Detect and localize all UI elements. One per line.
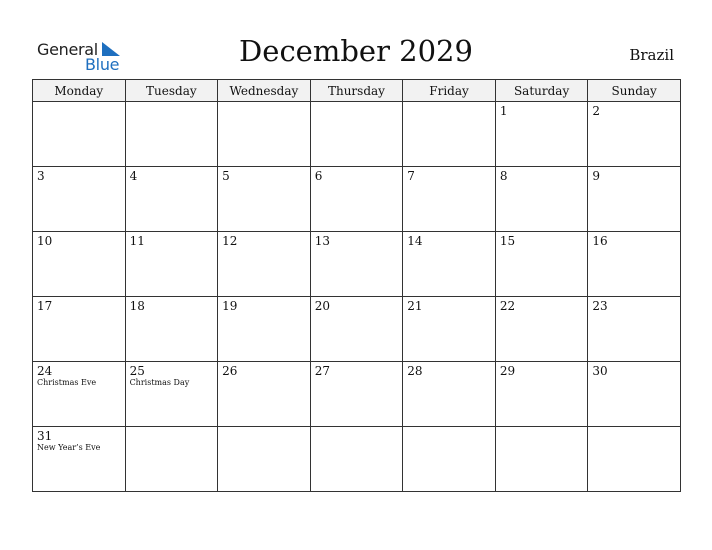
day-cell xyxy=(33,232,126,297)
day-cell xyxy=(125,427,218,492)
week-row xyxy=(33,102,681,167)
weekday-header-row xyxy=(33,80,681,102)
weekday-header-monday: Monday xyxy=(33,80,126,102)
day-cell xyxy=(310,232,403,297)
day-cell-content xyxy=(218,102,310,166)
day-cell-content xyxy=(588,167,680,231)
week-row xyxy=(33,232,681,297)
day-cell-content xyxy=(218,232,310,296)
day-cell-content xyxy=(496,102,588,166)
day-number: 14 xyxy=(407,234,423,248)
day-number: 20 xyxy=(314,299,330,313)
day-cell-content xyxy=(588,362,680,426)
day-cell-content xyxy=(126,232,218,296)
day-cell-content xyxy=(126,297,218,361)
day-cell-content xyxy=(403,362,495,426)
day-number: 4 xyxy=(129,169,138,183)
day-cell-content xyxy=(33,102,125,166)
day-cell-content xyxy=(311,232,403,296)
day-number: 9 xyxy=(592,169,601,183)
day-cell xyxy=(218,102,311,167)
day-cell xyxy=(125,102,218,167)
day-cell xyxy=(218,167,311,232)
day-cell-content xyxy=(33,167,125,231)
day-cell xyxy=(403,297,496,362)
day-cell xyxy=(218,362,311,427)
day-number: 11 xyxy=(129,234,145,248)
week-row xyxy=(33,362,681,427)
day-cell xyxy=(125,362,218,427)
day-cell-content xyxy=(496,427,588,491)
calendar-title: December 2029 xyxy=(239,34,473,68)
day-cell xyxy=(33,362,126,427)
day-number: 7 xyxy=(407,169,415,183)
day-cell xyxy=(495,167,588,232)
day-cell-content xyxy=(403,297,495,361)
day-cell-content xyxy=(588,427,680,491)
day-cell-content xyxy=(33,362,125,426)
day-cell-content xyxy=(126,102,218,166)
day-cell-content xyxy=(33,427,125,491)
day-cell xyxy=(33,102,126,167)
day-cell xyxy=(588,362,681,427)
day-cell-content xyxy=(218,297,310,361)
day-cell xyxy=(403,427,496,492)
day-number: 1 xyxy=(499,104,508,118)
day-cell xyxy=(588,232,681,297)
day-cell xyxy=(33,297,126,362)
week-row xyxy=(33,427,681,492)
day-number: 22 xyxy=(499,299,516,313)
day-cell xyxy=(495,232,588,297)
day-number: 6 xyxy=(314,169,323,183)
day-number: 13 xyxy=(314,234,330,248)
day-cell-content xyxy=(126,167,218,231)
weekday-header-thursday: Thursday xyxy=(310,80,403,102)
weekday-header-sunday: Sunday xyxy=(588,80,681,102)
day-number: 15 xyxy=(499,234,516,248)
day-cell xyxy=(588,297,681,362)
day-number: 5 xyxy=(222,169,230,183)
country-label: Brazil xyxy=(629,46,674,64)
day-cell-content xyxy=(496,362,588,426)
day-number: 16 xyxy=(592,234,608,248)
month-calendar-grid xyxy=(32,79,681,492)
day-cell-content xyxy=(588,232,680,296)
day-cell xyxy=(125,232,218,297)
day-cell xyxy=(33,167,126,232)
day-cell xyxy=(125,167,218,232)
day-cell-content xyxy=(218,167,310,231)
day-number: 10 xyxy=(37,234,53,248)
day-number: 3 xyxy=(37,169,45,183)
day-cell-content xyxy=(403,102,495,166)
day-number: 30 xyxy=(592,364,608,378)
day-cell-content xyxy=(311,362,403,426)
day-cell xyxy=(403,232,496,297)
week-row xyxy=(33,167,681,232)
day-cell xyxy=(218,297,311,362)
day-cell xyxy=(588,102,681,167)
day-cell-content xyxy=(218,362,310,426)
day-number: 24 xyxy=(37,364,53,378)
day-cell xyxy=(310,297,403,362)
day-cell-content xyxy=(126,427,218,491)
weekday-header-tuesday: Tuesday xyxy=(125,80,218,102)
day-number: 27 xyxy=(314,364,330,378)
day-number: 28 xyxy=(407,364,423,378)
day-cell-content xyxy=(311,167,403,231)
weekday-header-friday: Friday xyxy=(403,80,496,102)
day-cell xyxy=(310,362,403,427)
day-cell-content xyxy=(311,427,403,491)
day-number: 26 xyxy=(222,364,238,378)
day-number: 25 xyxy=(129,364,145,378)
day-cell-content xyxy=(588,297,680,361)
day-number: 12 xyxy=(222,234,238,248)
day-cell xyxy=(403,362,496,427)
day-cell-content xyxy=(311,297,403,361)
day-cell xyxy=(495,102,588,167)
day-cell xyxy=(310,102,403,167)
logo-word-blue: Blue xyxy=(85,55,120,74)
day-number: 21 xyxy=(407,299,423,313)
day-number: 23 xyxy=(592,299,608,313)
day-cell-content xyxy=(496,297,588,361)
day-cell xyxy=(588,167,681,232)
day-cell-content xyxy=(403,167,495,231)
day-cell-content xyxy=(33,297,125,361)
logo-word-general: General xyxy=(37,40,98,59)
day-number: 17 xyxy=(37,299,53,313)
day-cell xyxy=(495,427,588,492)
day-number: 18 xyxy=(129,299,145,313)
day-cell-content xyxy=(588,102,680,166)
holiday-label: New Year’s Eve xyxy=(37,443,101,452)
day-cell xyxy=(403,102,496,167)
day-cell-content xyxy=(496,167,588,231)
day-cell xyxy=(218,427,311,492)
day-cell-content xyxy=(403,232,495,296)
week-row xyxy=(33,297,681,362)
day-cell-content xyxy=(126,362,218,426)
day-number: 8 xyxy=(499,169,508,183)
day-number: 19 xyxy=(222,299,238,313)
holiday-label: Christmas Eve xyxy=(37,378,97,387)
day-cell xyxy=(310,167,403,232)
weekday-header-saturday: Saturday xyxy=(495,80,588,102)
day-cell xyxy=(125,297,218,362)
day-cell xyxy=(495,297,588,362)
day-cell xyxy=(33,427,126,492)
day-cell xyxy=(218,232,311,297)
day-cell-content xyxy=(496,232,588,296)
day-cell-content xyxy=(33,232,125,296)
holiday-label: Christmas Day xyxy=(129,378,190,387)
day-cell xyxy=(403,167,496,232)
calendar-weeks xyxy=(33,102,681,492)
day-number: 31 xyxy=(37,429,53,443)
day-cell-content xyxy=(403,427,495,491)
day-number: 2 xyxy=(592,104,601,118)
day-cell-content xyxy=(218,427,310,491)
day-cell xyxy=(495,362,588,427)
day-cell xyxy=(588,427,681,492)
day-cell-content xyxy=(311,102,403,166)
day-cell xyxy=(310,427,403,492)
weekday-header-wednesday: Wednesday xyxy=(218,80,311,102)
day-number: 29 xyxy=(499,364,516,378)
